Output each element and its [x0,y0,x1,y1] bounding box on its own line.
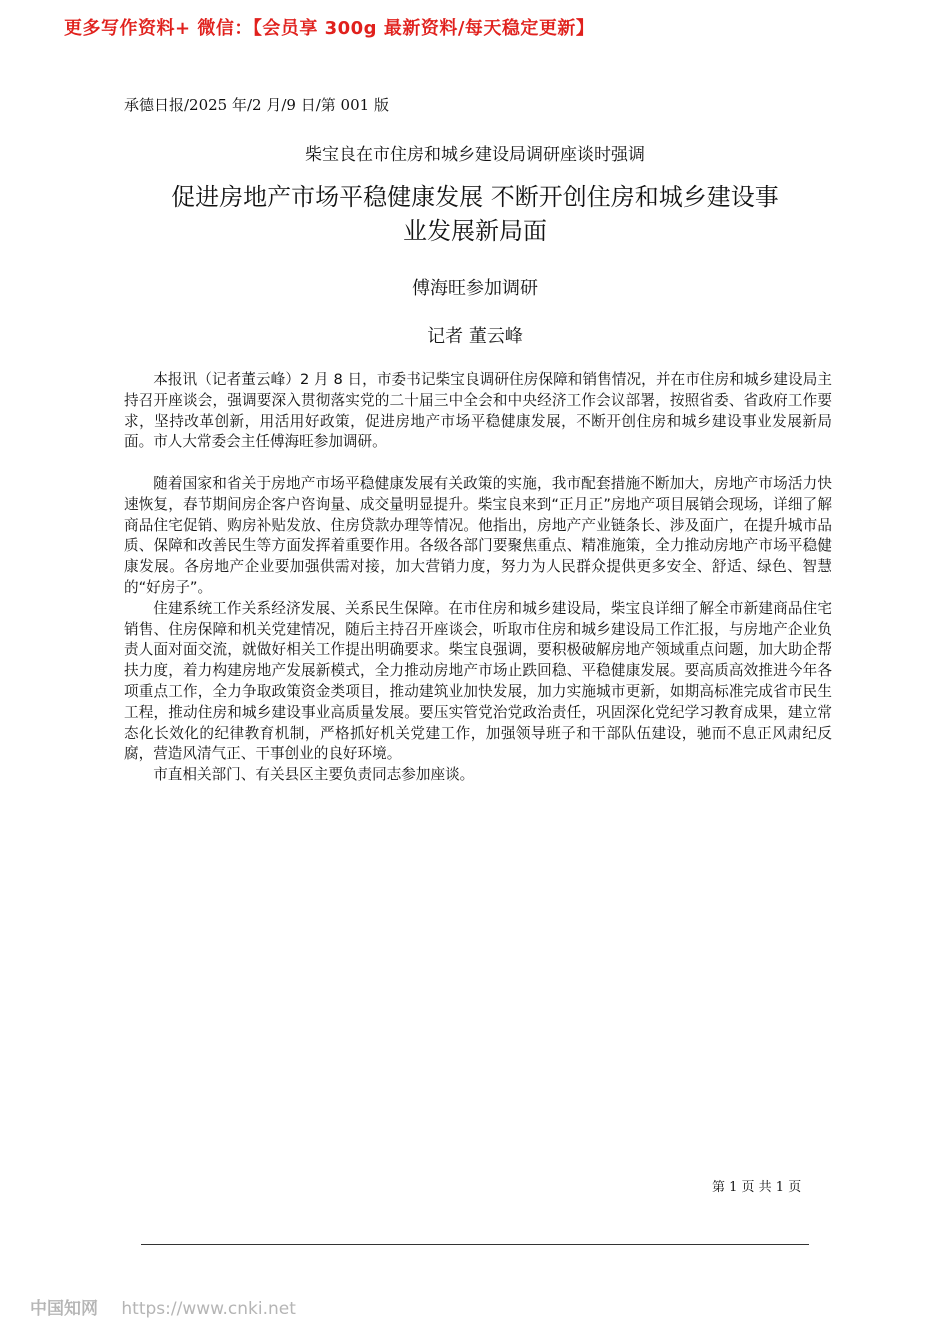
paragraph: 住建系统工作关系经济发展、关系民生保障。在市住房和城乡建设局，柴宝良详细了解全市新建商品住宅销售、住房保障和机关党建情况，随后主持召开座谈会，听取市住房和城乡建设局工作汇报，与房地产企业负责人面对面交流，就做好相关工作提出明确要求。柴宝良强调，要积极破解房地产领域重点问题，加大助企帮扶力度，着力构建房地产发展新模式，全力推动房地产市场止跌回稳、平稳健康发展。要高质高效推进今年各项重点工作，全力争取政策资金类项目，推动建筑业加快发展，加力实施城市更新，如期高标准完成省市民生工程，推动住房和城乡建设事业高质量发展。要压实管党治党政治责任，巩固深化党纪学习教育成果，建立常态化长效化的纪律教育机制，严格抓好机关党建工作，加强领导班子和干部队伍建设，驰而不息正风肃纪反腐，营造风清气正、干事创业的良好环境。 [124,599,832,763]
headline-line-1: 促进房地产市场平稳健康发展 不断开创住房和城乡建设事 [171,183,779,211]
paragraph: 本报讯（记者董云峰）2 月 8 日，市委书记柴宝良调研住房保障和销售情况，并在市住房和城乡建设局主持召开座谈会，强调要深入贯彻落实党的二十届三中全会和中央经济工作会议部署，按照省委、省政府工作要求，坚持改革创新，用活用好政策，促进房地产市场平稳健康发展，不断开创住房和城乡建设事业发展新局面。市人大常委会主任傅海旺参加调研。 [124,371,832,451]
cnki-brand: 中国知网 [30,1299,98,1319]
cnki-url: https://www.cnki.net [121,1299,296,1319]
promo-banner: 更多写作资料+ 微信：【会员享 300g 最新资料/每天稳定更新】 [64,18,595,39]
source-line: 承德日报/2025 年/2 月/9 日/第 001 版 [124,96,389,114]
footer-divider [141,1244,809,1245]
attendee-line: 傅海旺参加调研 [412,278,538,299]
article-headline [120,180,830,248]
paragraph: 市直相关部门、有关县区主要负责同志参加座谈。 [153,766,475,784]
byline: 记者 董云峰 [427,326,523,347]
headline-line-2: 业发展新局面 [403,217,547,245]
article-subtitle: 柴宝良在市住房和城乡建设局调研座谈时强调 [305,145,645,165]
watermark-footer [30,1294,296,1319]
article-body [124,370,832,786]
paragraph: 随着国家和省关于房地产市场平稳健康发展有关政策的实施，我市配套措施不断加大，房地产市场活力快速恢复，春节期间房企客户咨询量、成交量明显提升。柴宝良来到“正月正”房地产项目展销会现场，详细了解商品住宅促销、购房补贴发放、住房贷款办理等情况。他指出，房地产产业链条长、涉及面广，在提升城市品质、保障和改善民生等方面发挥着重要作用。各级各部门要聚焦重点、精准施策，全力推动房地产市场平稳健康发展。各房地产企业要加强供需对接，加大营销力度，努力为人民群众提供更多安全、舒适、绿色、智慧的“好房子”。 [124,474,832,596]
page-indicator: 第 1 页 共 1 页 [712,1180,802,1195]
